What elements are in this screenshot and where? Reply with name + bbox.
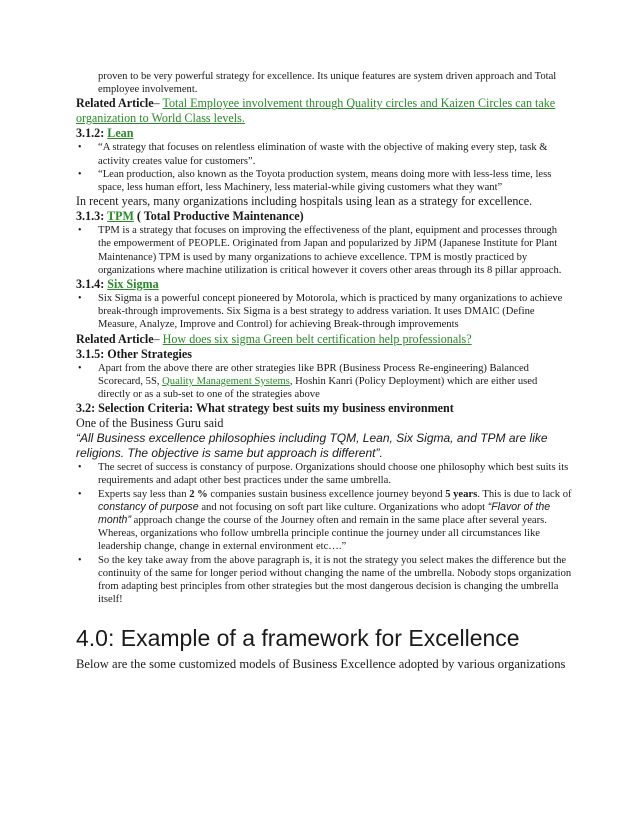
related-link-green-belt[interactable]: How does six sigma Green belt certification help professionals?	[162, 331, 472, 346]
bullet-icon: •	[78, 225, 82, 237]
tpm-number: 3.1.3:	[76, 209, 108, 224]
experts-bold-percent: 2 %	[189, 488, 208, 500]
bullet-icon: •	[78, 554, 82, 566]
bullet-icon: •	[78, 488, 82, 500]
guru-quote: “All Business excellence philosophies including TQM, Lean, Six Sigma, and TPM are like religions. The objective is same but approach is different”.	[76, 431, 548, 461]
six-sigma-heading	[76, 277, 572, 292]
experts-text-3: . This is due to lack of	[477, 488, 572, 500]
list-item	[76, 224, 572, 277]
guru-intro: One of the Business Guru said	[76, 416, 224, 431]
bullet-icon: •	[78, 168, 82, 180]
framework-intro: Below are the some customized models of Business Excellence adopted by various organizations	[76, 657, 566, 672]
framework-heading: 4.0: Example of a framework for Excellence	[76, 625, 520, 652]
tpm-heading	[76, 209, 572, 224]
experts-text-4: and not focusing on soft part like culture. Organizations who adopt	[198, 501, 488, 513]
lean-bullet-1: “A strategy that focuses on relentless elimination of waste with the objective of making every step, task & activity creates value for customers”.	[98, 142, 548, 167]
related-label: Related Article	[76, 96, 154, 111]
six-sigma-link[interactable]: Six Sigma	[107, 277, 159, 292]
six-sigma-bullet: Six Sigma is a powerful concept pioneered by Motorola, which is practiced by many organizations to achieve break-through improvements. Six Sigma is a best strategy to address variation. It uses DMAIC (Define Measure, Analyze, Improve and Control) for achieving Break-through improvements	[98, 293, 563, 331]
related-article-1	[76, 96, 572, 126]
list-item	[76, 292, 572, 332]
lean-link[interactable]: Lean	[107, 126, 134, 141]
related-label: Related Article	[76, 331, 154, 346]
tpm-subtitle: ( Total Productive Maintenance)	[133, 209, 304, 224]
experts-bold-years: 5 years	[445, 488, 478, 500]
intro-continuation: proven to be very powerful strategy for excellence. Its unique features are system driven approach and Total employee involvement.	[98, 71, 557, 96]
tpm-bullet: TPM is a strategy that focuses on improving the effectiveness of the plant, equipment and processes through the empowerment of PEOPLE. Originated from Japan and popularized by JiPM (Japanese Institute for Plant Maintenance) TPM is used by many organizations to achieve excellence. TPM is mostly practiced by organizations where machine utilization is critical however it covers other areas through its 8 pillar approach.	[98, 225, 562, 276]
lean-after-text: In recent years, many organizations including hospitals using lean as a strategy for excellence.	[76, 194, 533, 209]
related-dash: –	[153, 96, 163, 111]
lean-bullet-2: “Lean production, also known as the Toyota production system, means doing more with less-less time, less space, less human effort, less Machinery, less material-while giving customers what they want”	[98, 168, 552, 194]
experts-text-2: companies sustain business excellence journey beyond	[207, 488, 446, 500]
tpm-link[interactable]: TPM	[107, 209, 134, 224]
selection-bullet-1: The secret of success is constancy of purpose. Organizations should choose one philosophy which best suits its requirements and adapt other best practices under the same umbrella.	[98, 462, 569, 487]
list-item	[76, 488, 572, 554]
lean-number: 3.1.2:	[76, 126, 108, 141]
selection-heading: 3.2: Selection Criteria: What strategy best suits my business environment	[76, 401, 454, 416]
list-item	[76, 362, 572, 402]
related-link-quality-circles[interactable]: Total Employee involvement through Quality circles and Kaizen Circles can take organization to World Class levels.	[76, 96, 556, 126]
selection-bullet-3: So the key take away from the above paragraph is, it is not the strategy you select makes the difference but the continuity of the same for longer period without changing the name of the umbrella. Nobody stops organization from adapting best principles from other strategies but the most dangerous decision is changing the umbrella itself!	[98, 554, 572, 606]
experts-italic-flavor: “Flavor of the month”	[98, 500, 551, 527]
list-item	[76, 554, 572, 607]
experts-text-1: Experts say less than	[98, 488, 190, 500]
other-bullet-start: Apart from the above there are other strategies like BPR (Business Process Re-engineering) Balanced Scorecard, 5S,	[98, 362, 529, 387]
experts-italic-constancy: constancy of purpose	[98, 500, 199, 513]
related-article-2	[76, 332, 572, 347]
related-dash: –	[153, 331, 163, 346]
list-item	[76, 168, 572, 194]
six-sigma-number: 3.1.4:	[76, 277, 108, 292]
bullet-icon: •	[78, 462, 82, 474]
bullet-icon: •	[78, 362, 82, 374]
list-item	[76, 141, 572, 167]
other-bullet-end: , Hoshin Kanri (Policy Deployment) which are either used directly or as a sub-set to one of the strategies above	[98, 375, 538, 401]
bullet-icon: •	[78, 293, 82, 305]
lean-heading	[76, 126, 572, 141]
bullet-icon: •	[78, 142, 82, 154]
experts-text-5: approach change the course of the Journey often and remain in the same place after several years. Whereas, organizations who follow umbrella principle continue the journey under all circumstances like leadership change, change in external environment etc….”	[98, 515, 547, 553]
other-strategies-heading: 3.1.5: Other Strategies	[76, 346, 192, 361]
qms-link[interactable]: Quality Management Systems	[162, 375, 290, 387]
list-item	[76, 461, 572, 487]
